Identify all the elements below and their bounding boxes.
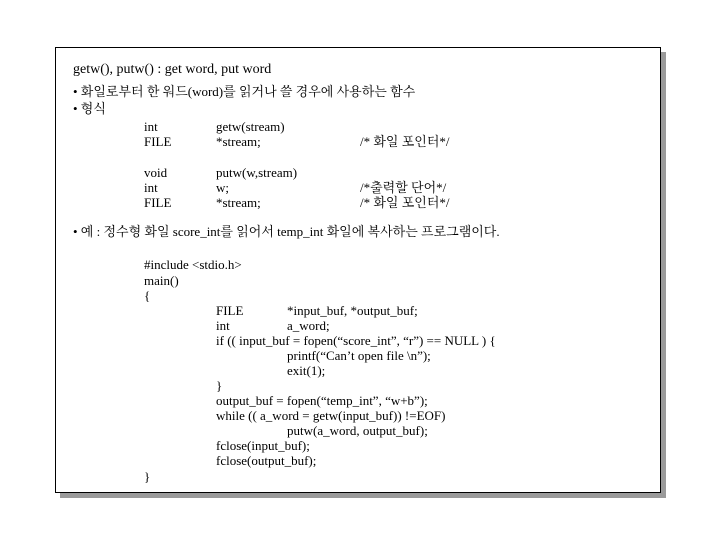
putw-word-type: int — [144, 180, 158, 195]
code-fclose-output: fclose(output_buf); — [216, 453, 317, 468]
code-fclose-input: fclose(input_buf); — [216, 438, 310, 453]
slide-title: getw(), putw() : get word, put word — [73, 62, 272, 77]
getw-param-type: FILE — [144, 134, 172, 149]
getw-signature: getw(stream) — [216, 119, 285, 134]
code-inner-close: } — [216, 378, 223, 393]
code-if-line: if (( input_buf = fopen(“score_int”, “r”) == NULL ) { — [216, 333, 496, 348]
putw-stream-comment: /* 화일 포인터*/ — [360, 195, 450, 210]
code-file-type: FILE — [216, 303, 244, 318]
code-int-decl: a_word; — [287, 318, 330, 333]
code-printf-line: printf(“Can’t open file \n”); — [287, 348, 431, 363]
putw-stream-decl: *stream; — [216, 195, 261, 210]
code-open-brace: { — [144, 288, 151, 303]
code-output-line: output_buf = fopen(“temp_int”, “w+b”); — [216, 393, 428, 408]
code-while-line: while (( a_word = getw(input_buf)) !=EOF) — [216, 408, 446, 423]
code-close-brace: } — [144, 469, 151, 484]
putw-signature: putw(w,stream) — [216, 165, 298, 180]
code-main: main() — [144, 273, 179, 288]
getw-param-decl: *stream; — [216, 134, 261, 149]
code-exit-line: exit(1); — [287, 363, 326, 378]
putw-word-decl: w; — [216, 180, 229, 195]
bullet-example: • 예 : 정수형 화일 score_int를 읽어서 temp_int 화일에 복사하는 프로그램이다. — [73, 224, 500, 239]
code-include: #include <stdio.h> — [144, 257, 242, 272]
bullet-format: • 형식 — [73, 101, 106, 116]
putw-stream-type: FILE — [144, 195, 172, 210]
code-putw-line: putw(a_word, output_buf); — [287, 423, 428, 438]
code-file-decl: *input_buf, *output_buf; — [287, 303, 418, 318]
getw-param-comment: /* 화일 포인터*/ — [360, 134, 450, 149]
putw-return-type: void — [144, 165, 168, 180]
putw-word-comment: /*출력할 단어*/ — [360, 180, 447, 195]
bullet-description: • 화일로부터 한 워드(word)를 읽거나 쓸 경우에 사용하는 함수 — [73, 84, 416, 99]
getw-return-type: int — [144, 119, 158, 134]
code-int-type: int — [216, 318, 230, 333]
